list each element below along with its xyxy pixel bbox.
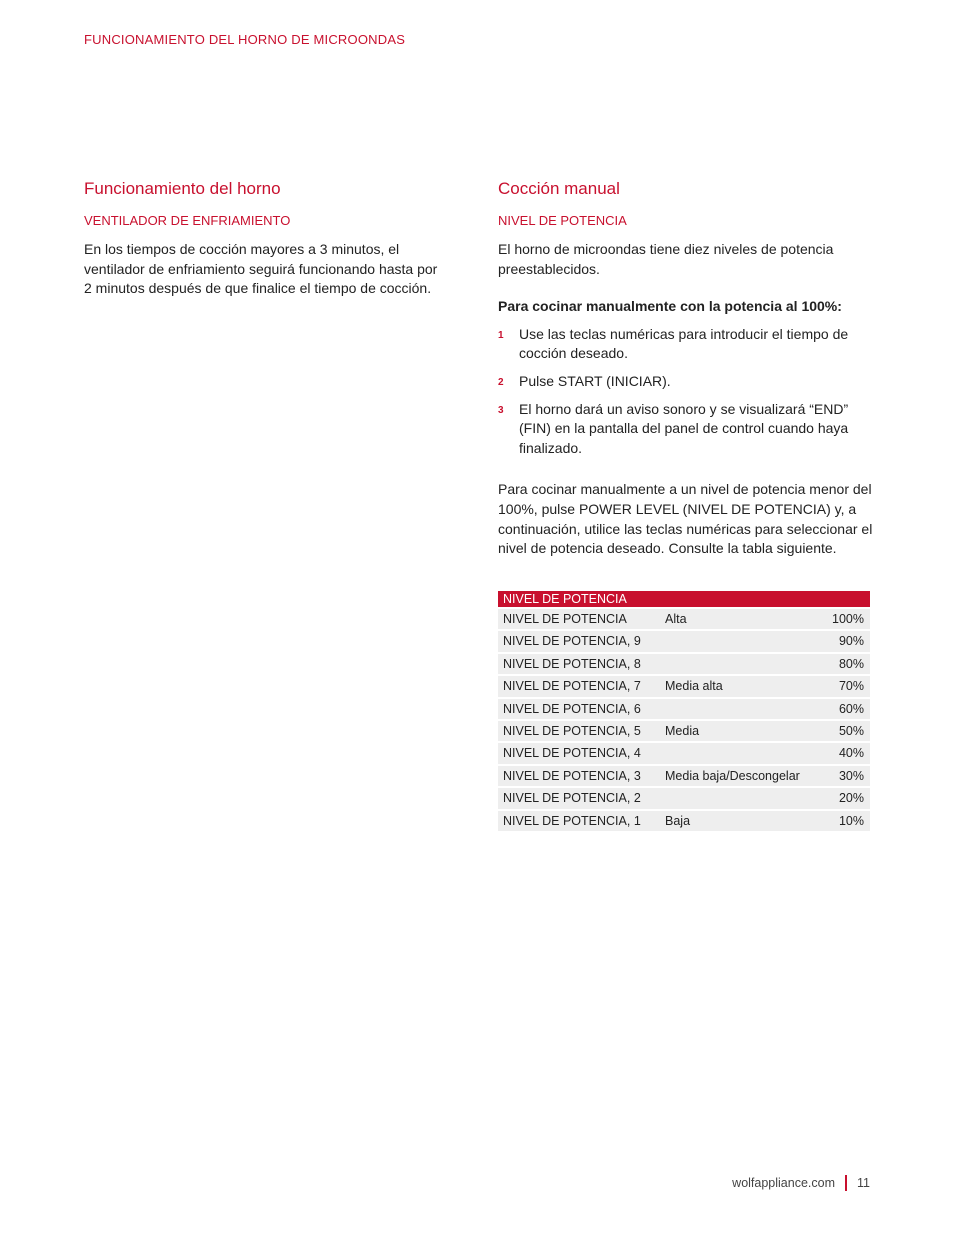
level-cell: NIVEL DE POTENCIA, 5	[503, 723, 641, 738]
percent-cell: 40%	[838, 746, 864, 761]
subheading-nivel-potencia: NIVEL DE POTENCIA	[498, 213, 627, 228]
table-header: NIVEL DE POTENCIA	[498, 591, 870, 607]
footer-divider	[845, 1175, 847, 1191]
table-row	[498, 607, 870, 629]
description-cell	[665, 631, 804, 651]
level-cell: NIVEL DE POTENCIA, 9	[503, 634, 641, 649]
percent-cell: 20%	[838, 791, 864, 806]
subheading-ventilador: VENTILADOR DE ENFRIAMIENTO	[84, 213, 291, 228]
running-header: FUNCIONAMIENTO DEL HORNO DE MICROONDAS	[84, 32, 406, 47]
description-cell: Media	[665, 723, 700, 738]
website-link: wolfappliance.com	[732, 1176, 836, 1190]
description-cell: Baja	[665, 813, 691, 828]
percent-cell: 80%	[838, 656, 864, 671]
description-cell	[665, 788, 804, 808]
section-heading-coccion-manual: Cocción manual	[498, 179, 620, 198]
page-footer	[732, 1175, 870, 1191]
power-level-table	[498, 591, 870, 831]
intro-text: El horno de microondas tiene diez niveles de potencia preestablecidos.	[498, 241, 834, 277]
level-cell: NIVEL DE POTENCIA, 3	[503, 768, 641, 783]
page-number: 11	[857, 1176, 870, 1190]
percent-cell: 10%	[838, 813, 864, 828]
table-row	[498, 629, 870, 651]
description-cell: Alta	[665, 612, 687, 626]
level-cell: NIVEL DE POTENCIA, 6	[503, 701, 641, 716]
level-cell: NIVEL DE POTENCIA	[503, 612, 627, 626]
section-heading-funcionamiento: Funcionamiento del horno	[84, 179, 281, 198]
table-row	[498, 764, 870, 786]
description-cell	[665, 743, 804, 763]
percent-cell: 60%	[838, 701, 864, 716]
level-cell: NIVEL DE POTENCIA, 1	[503, 813, 641, 828]
list-item	[498, 372, 878, 392]
procedure-lead: Para cocinar manualmente con la potencia al 100%:	[498, 298, 842, 315]
step-number: 2	[498, 376, 504, 388]
list-item	[498, 325, 878, 364]
power-level-instructions: Para cocinar manualmente a un nivel de potencia menor del 100%, pulse POWER LEVEL (NIVEL DE POTENCIA) y, a continuación, utilice las teclas numéricas para seleccionar el nivel de potencia deseado. Consulte la tabla siguiente.	[498, 481, 873, 557]
percent-cell: 100%	[832, 612, 864, 626]
level-cell: NIVEL DE POTENCIA, 4	[503, 746, 641, 761]
step-number: 3	[498, 404, 504, 416]
step-text: Use las teclas numéricas para introducir el tiempo de cocción deseado.	[519, 325, 849, 362]
table-row	[498, 697, 870, 719]
list-item	[498, 400, 878, 459]
table-row	[498, 652, 870, 674]
percent-cell: 50%	[838, 723, 864, 738]
description-cell: Media baja/Descongelar	[665, 768, 800, 783]
table-row	[498, 809, 870, 831]
steps-list	[498, 325, 878, 459]
left-column	[84, 178, 439, 299]
table-row	[498, 741, 870, 763]
level-cell: NIVEL DE POTENCIA, 2	[503, 791, 641, 806]
step-text: El horno dará un aviso sonoro y se visualizará “END” (FIN) en la pantalla del panel de control cuando haya finalizado.	[519, 400, 849, 456]
description-cell: Media alta	[665, 679, 723, 694]
percent-cell: 70%	[838, 679, 864, 694]
level-cell: NIVEL DE POTENCIA, 7	[503, 679, 641, 694]
step-text: Pulse START (INICIAR).	[519, 372, 671, 389]
table-row	[498, 674, 870, 696]
table-row	[498, 786, 870, 808]
step-number: 1	[498, 329, 504, 341]
percent-cell: 30%	[838, 768, 864, 783]
table-row	[498, 719, 870, 741]
percent-cell: 90%	[838, 634, 864, 649]
right-column	[498, 178, 878, 559]
ventilador-body: En los tiempos de cocción mayores a 3 minutos, el ventilador de enfriamiento seguirá funcionando hasta por 2 minutos después de que finalice el tiempo de cocción.	[84, 241, 438, 297]
level-cell: NIVEL DE POTENCIA, 8	[503, 656, 641, 671]
description-cell	[665, 699, 804, 719]
description-cell	[665, 654, 804, 674]
